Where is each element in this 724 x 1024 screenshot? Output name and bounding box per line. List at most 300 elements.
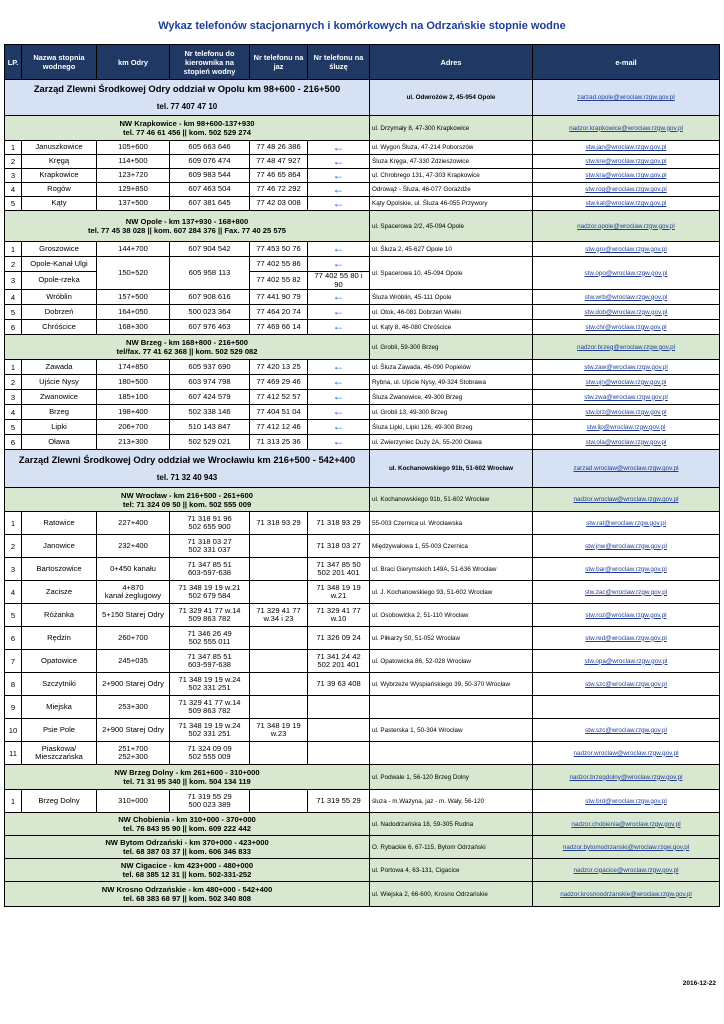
group-title-text: NW Krosno Odrzańskie - km 480+000 - 542+400 bbox=[101, 885, 273, 895]
group-address: ul. Drzymały 8, 47-300 Krapkowice bbox=[370, 116, 533, 141]
cell-email[interactable]: stw.kra@wroclaw.rzgw.gov.pl bbox=[533, 169, 720, 183]
cell-lock: 77 404 51 04 bbox=[250, 405, 308, 420]
arrow-left-icon: ← bbox=[332, 374, 345, 389]
cell-lp: 2 bbox=[5, 155, 22, 169]
cell-email[interactable]: stw.opa@wroclaw.rzgw.gov.pl bbox=[533, 650, 720, 673]
cell-lock bbox=[250, 650, 308, 673]
cell-manager: 603 974 798 bbox=[170, 375, 250, 390]
arrow-left-icon: ← bbox=[332, 154, 345, 168]
cell-manager: 609 076 474 bbox=[170, 155, 250, 169]
cell-km: 180+500 bbox=[97, 375, 170, 390]
group-phone: tel. 76 843 95 90 || kom. 609 222 442 bbox=[123, 824, 251, 834]
cell-email[interactable]: stw.kat@wroclaw.rzgw.gov.pl bbox=[533, 197, 720, 211]
nw-header-row bbox=[5, 882, 720, 907]
cell-address: ul. Chrobrego 131, 47-303 Krapkowice bbox=[370, 169, 533, 183]
cell-address: 55-003 Czernica ul. Wrocławska bbox=[370, 512, 533, 535]
cell-lp: 5 bbox=[5, 604, 22, 627]
cell-sluice bbox=[308, 405, 370, 420]
group-title-text: NW Wrocław - km 216+500 - 261+600 bbox=[121, 490, 253, 500]
group-address: ul. Portowa 4, 63-131, Cigacice bbox=[370, 859, 533, 882]
arrow-left-icon: ← bbox=[332, 140, 345, 154]
cell-email[interactable]: nadzor.wroclaw@wroclaw.rzgw.gov.pl bbox=[533, 742, 720, 765]
cell-email[interactable]: stw.opo@wroclaw.rzgw.gov.pl bbox=[533, 257, 720, 290]
cell-address: ul. Grobli 13, 49-300 Brzeg bbox=[370, 405, 533, 420]
table-row bbox=[5, 141, 720, 155]
cell-lock: 77 412 52 57 bbox=[250, 390, 308, 405]
cell-address: ul. Otok, 46-081 Dobrzeń Wielki bbox=[370, 305, 533, 320]
arrow-left-icon: ← bbox=[332, 182, 345, 196]
cell-lock: 77 469 29 46 bbox=[250, 375, 308, 390]
group-address: ul. Kochanowskiego 91b, 51-602 Wrocław bbox=[370, 450, 533, 488]
cell-km: 232+400 bbox=[97, 535, 170, 558]
cell-name: Zwanowice bbox=[22, 390, 97, 405]
cell-manager: 71 318 91 96 502 655 900 bbox=[170, 512, 250, 535]
group-title bbox=[5, 488, 370, 512]
cell-name: Janowice bbox=[22, 535, 97, 558]
cell-name: Rogów bbox=[22, 183, 97, 197]
cell-email[interactable]: stw.ola@wroclaw.rzgw.gov.pl bbox=[533, 435, 720, 450]
cell-email[interactable]: stw.zwa@wroclaw.rzgw.gov.pl bbox=[533, 390, 720, 405]
cell-name: Oława bbox=[22, 435, 97, 450]
cell-sluice bbox=[308, 420, 370, 435]
cell-email[interactable]: stw.szc@wroclaw.rzgw.gov.pl bbox=[533, 673, 720, 696]
group-title-text: Zarząd Zlewni Środkowej Odry oddział we Wrocławiu km 216+500 - 542+400 bbox=[18, 453, 356, 465]
cell-email[interactable]: stw.zaw@wroclaw.rzgw.gov.pl bbox=[533, 360, 720, 375]
cell-address: ul. Pasterska 1, 50-304 Wrocław bbox=[370, 719, 533, 742]
cell-address bbox=[370, 696, 533, 719]
cell-email[interactable]: stw.brd@wroclaw.rzgw.gov.pl bbox=[533, 790, 720, 813]
cell-sluice bbox=[308, 742, 370, 765]
header-km: km Odry bbox=[97, 45, 170, 80]
cell-lock: 71 318 93 29 bbox=[250, 512, 308, 535]
cell-email[interactable]: stw.szc@wroclaw.rzgw.gov.pl bbox=[533, 719, 720, 742]
cell-name: Wróblin bbox=[22, 290, 97, 305]
cell-lock: 77 469 66 14 bbox=[250, 320, 308, 335]
group-title-text: NW Krapkowice - km 98+600-137+930 bbox=[119, 119, 255, 128]
cell-km: 206+700 bbox=[97, 420, 170, 435]
header-sluice: Nr telefonu na śluzę bbox=[308, 45, 370, 80]
cell-address: Odrowąż - Śluza, 46-077 Gorażdże bbox=[370, 183, 533, 197]
nw-header-row bbox=[5, 836, 720, 859]
header-address: Adres bbox=[370, 45, 533, 80]
cell-sluice bbox=[308, 242, 370, 257]
group-address: ul. Spacerowa 2/2, 45-094 Opole bbox=[370, 211, 533, 242]
cell-name: Brzeg bbox=[22, 405, 97, 420]
cell-lock bbox=[250, 696, 308, 719]
cell-km: 5+150 Starej Odry bbox=[97, 604, 170, 627]
cell-address bbox=[370, 742, 533, 765]
cell-lock: 77 402 55 86 bbox=[250, 257, 308, 272]
cell-sluice: 71 347 85 50 502 201 401 bbox=[308, 558, 370, 581]
cell-name: Zawada bbox=[22, 360, 97, 375]
cell-manager: 609 983 544 bbox=[170, 169, 250, 183]
cell-lp: 6 bbox=[5, 320, 22, 335]
nw-header-row bbox=[5, 859, 720, 882]
cell-lp: 6 bbox=[5, 627, 22, 650]
nw-header-row bbox=[5, 813, 720, 836]
cell-name: Lipki bbox=[22, 420, 97, 435]
cell-lp: 5 bbox=[5, 420, 22, 435]
cell-lp: 3 bbox=[5, 558, 22, 581]
cell-address: Śluza Lipki, Lipki 126, 49-300 Brzeg bbox=[370, 420, 533, 435]
office-header-row bbox=[5, 450, 720, 488]
cell-sluice bbox=[308, 257, 370, 272]
group-title bbox=[5, 859, 370, 882]
cell-km: 129+850 bbox=[97, 183, 170, 197]
cell-sluice bbox=[308, 320, 370, 335]
cell-lp: 1 bbox=[5, 512, 22, 535]
cell-lock bbox=[250, 627, 308, 650]
cell-lp: 2 bbox=[5, 257, 22, 272]
group-address: O. Rybackie 6, 67-115, Bytom Odrzański bbox=[370, 836, 533, 859]
header-lock: Nr telefonu na jaz bbox=[250, 45, 308, 80]
cell-name: Miejska bbox=[22, 696, 97, 719]
cell-manager: 510 143 847 bbox=[170, 420, 250, 435]
cell-manager: 71 346 26 49 502 555 011 bbox=[170, 627, 250, 650]
cell-lp: 1 bbox=[5, 790, 22, 813]
cell-email[interactable]: stw.lip@wroclaw.rzgw.gov.pl bbox=[533, 420, 720, 435]
cell-email[interactable]: stw.kre@wroclaw.rzgw.gov.pl bbox=[533, 155, 720, 169]
cell-km: 213+300 bbox=[97, 435, 170, 450]
cell-name: Kąty bbox=[22, 197, 97, 211]
cell-name: Chróścice bbox=[22, 320, 97, 335]
cell-email[interactable]: stw.zac@wroclaw.rzgw.gov.pl bbox=[533, 581, 720, 604]
cell-address: ul. Śluza 2, 45-627 Opole 10 bbox=[370, 242, 533, 257]
cell-manager: 71 348 19 19 w.21 502 679 584 bbox=[170, 581, 250, 604]
group-phone: tel/fax. 77 41 62 368 || kom. 502 529 082 bbox=[116, 347, 258, 357]
table-row bbox=[5, 360, 720, 375]
cell-address: ul. Spacerowa 10, 45-094 Opole bbox=[370, 257, 533, 290]
cell-lp: 5 bbox=[5, 197, 22, 211]
cell-lp: 3 bbox=[5, 169, 22, 183]
arrow-left-icon: ← bbox=[332, 289, 345, 304]
cell-lp: 3 bbox=[5, 390, 22, 405]
group-email[interactable]: nadzor.krosnoodrzanskie@wroclaw.rzgw.gov.pl bbox=[533, 882, 720, 907]
cell-lock: 77 48 47 927 bbox=[250, 155, 308, 169]
cell-sluice bbox=[308, 696, 370, 719]
cell-manager: 71 329 41 77 w.14 509 863 782 bbox=[170, 604, 250, 627]
cell-email[interactable]: stw.chr@wroclaw.rzgw.gov.pl bbox=[533, 320, 720, 335]
cell-address: ul. Wybrzeże Wyspiańskiego 39, 50-370 Wrocław bbox=[370, 673, 533, 696]
group-title bbox=[5, 211, 370, 242]
cell-address: Kąty Opolskie, ul. Śluza 46-055 Przywory bbox=[370, 197, 533, 211]
group-email[interactable]: nadzor.wroclaw@wroclaw.rzgw.gov.pl bbox=[533, 488, 720, 512]
group-title bbox=[5, 882, 370, 907]
arrow-left-icon: ← bbox=[332, 389, 345, 404]
cell-lp: 10 bbox=[5, 719, 22, 742]
header-manager: Nr telefonu do kierownika na stopień wodny bbox=[170, 45, 250, 80]
cell-lock: 77 464 20 74 bbox=[250, 305, 308, 320]
group-phone: tel. 68 387 03 37 || kom. 606 346 833 bbox=[123, 847, 251, 857]
cell-name: Ujście Nysy bbox=[22, 375, 97, 390]
cell-sluice: 71 329 41 77 w.10 bbox=[308, 604, 370, 627]
group-address: ul. Kochanowskiego 91b, 51-602 Wrocław bbox=[370, 488, 533, 512]
group-email[interactable]: nadzor.cigacice@wroclaw.rzgw.gov.pl bbox=[533, 859, 720, 882]
cell-lock bbox=[250, 790, 308, 813]
cell-manager: 607 381 645 bbox=[170, 197, 250, 211]
cell-lock bbox=[250, 558, 308, 581]
cell-sluice bbox=[308, 141, 370, 155]
cell-lp: 1 bbox=[5, 141, 22, 155]
group-title bbox=[5, 450, 370, 488]
cell-lp: 6 bbox=[5, 435, 22, 450]
cell-manager: 502 338 146 bbox=[170, 405, 250, 420]
cell-lock: 77 48 26 386 bbox=[250, 141, 308, 155]
cell-km: 2+900 Starej Odry bbox=[97, 719, 170, 742]
phone-directory-table bbox=[4, 44, 720, 907]
cell-lock: 71 313 25 36 bbox=[250, 435, 308, 450]
table-row bbox=[5, 742, 720, 765]
cell-lp: 3 bbox=[5, 272, 22, 290]
cell-name: Dobrzeń bbox=[22, 305, 97, 320]
cell-km: 0+450 kanału bbox=[97, 558, 170, 581]
cell-sluice: 71 39 63 408 bbox=[308, 673, 370, 696]
cell-lp: 1 bbox=[5, 242, 22, 257]
cell-address: ul. Osobowicka 2, 51-110 Wrocław bbox=[370, 604, 533, 627]
arrow-left-icon: ← bbox=[332, 241, 345, 255]
cell-email[interactable]: stw.dob@wroclaw.rzgw.gov.pl bbox=[533, 305, 720, 320]
group-phone: tel: 71 324 09 50 || kom. 502 555 009 bbox=[122, 499, 252, 509]
cell-email[interactable]: stw.brz@wroclaw.rzgw.gov.pl bbox=[533, 405, 720, 420]
group-email[interactable]: nadzor.chobienia@wroclaw.rzgw.gov.pl bbox=[533, 813, 720, 836]
cell-sluice bbox=[308, 183, 370, 197]
cell-lp: 4 bbox=[5, 405, 22, 420]
cell-lp: 1 bbox=[5, 360, 22, 375]
group-email[interactable]: nadzor.bytomodrzanski@wroclaw.rzgw.gov.pl bbox=[533, 836, 720, 859]
cell-manager: 71 347 85 51 603-597-638 bbox=[170, 558, 250, 581]
header-email: e-mail bbox=[533, 45, 720, 80]
table-row bbox=[5, 183, 720, 197]
nw-header-row bbox=[5, 335, 720, 360]
cell-email[interactable]: stw.rat@wroclaw.rzgw.gov.pl bbox=[533, 512, 720, 535]
cell-sluice bbox=[308, 435, 370, 450]
arrow-left-icon: ← bbox=[332, 359, 345, 374]
cell-lock: 77 412 12 46 bbox=[250, 420, 308, 435]
cell-lp: 4 bbox=[5, 581, 22, 604]
cell-km: 105+600 bbox=[97, 141, 170, 155]
cell-sluice bbox=[308, 390, 370, 405]
cell-email[interactable]: stw.roz@wroclaw.rzgw.gov.pl bbox=[533, 604, 720, 627]
cell-lock bbox=[250, 673, 308, 696]
table-row bbox=[5, 390, 720, 405]
cell-km: 114+500 bbox=[97, 155, 170, 169]
cell-address: Rybna, ul. Ujście Nysy, 49-324 Stobrawa bbox=[370, 375, 533, 390]
group-title bbox=[5, 116, 370, 141]
group-title bbox=[5, 80, 370, 116]
cell-name: Psie Pole bbox=[22, 719, 97, 742]
cell-lock: 77 42 03 008 bbox=[250, 197, 308, 211]
cell-name: Opatowice bbox=[22, 650, 97, 673]
table-row bbox=[5, 435, 720, 450]
cell-sluice bbox=[308, 290, 370, 305]
table-row bbox=[5, 155, 720, 169]
arrow-left-icon: ← bbox=[332, 404, 345, 419]
cell-address: ul. J. Kochanowskiego 93, 51-602 Wrocław bbox=[370, 581, 533, 604]
table-row bbox=[5, 627, 720, 650]
group-title-text: NW Opole - km 137+930 - 168+800 bbox=[125, 217, 249, 226]
table-row bbox=[5, 169, 720, 183]
cell-address: ul. Śluza Zawada, 46-090 Popielów bbox=[370, 360, 533, 375]
cell-lp: 8 bbox=[5, 673, 22, 696]
table-row bbox=[5, 375, 720, 390]
cell-name: Brzeg Dolny bbox=[22, 790, 97, 813]
group-phone: tel. 68 385 12 31 || kom. 502-331-252 bbox=[122, 870, 252, 880]
cell-sluice bbox=[308, 360, 370, 375]
cell-sluice: 77 402 55 80 i 90 bbox=[308, 272, 370, 290]
cell-email[interactable]: stw.red@wroclaw.rzgw.gov.pl bbox=[533, 627, 720, 650]
cell-lp: 11 bbox=[5, 742, 22, 765]
cell-lock: 77 402 55 82 bbox=[250, 272, 308, 290]
cell-manager: 500 023 364 bbox=[170, 305, 250, 320]
cell-manager: 71 348 19 19 w.24 502 331 251 bbox=[170, 673, 250, 696]
table-row bbox=[5, 420, 720, 435]
group-email[interactable]: nadzor.brzeg@wroclaw.rzgw.gov.pl bbox=[533, 335, 720, 360]
cell-address: śluza - m.Ważyna, jaz - m. Wały, 56-120 bbox=[370, 790, 533, 813]
group-email[interactable]: zarzad.opole@wroclaw.rzgw.gov.pl bbox=[533, 80, 720, 116]
table-row bbox=[5, 257, 720, 272]
cell-manager: 607 908 616 bbox=[170, 290, 250, 305]
cell-name: Piaskowa/ Mieszczańska bbox=[22, 742, 97, 765]
cell-lp: 5 bbox=[5, 305, 22, 320]
table-row bbox=[5, 719, 720, 742]
cell-lock: 77 453 50 76 bbox=[250, 242, 308, 257]
office-header-row bbox=[5, 80, 720, 116]
group-email[interactable]: zarzad.wroclaw@wroclaw.rzgw.gov.pl bbox=[533, 450, 720, 488]
table-row bbox=[5, 604, 720, 627]
group-phone: tel. 77 45 38 028 || kom. 607 284 376 || Fax. 77 40 25 575 bbox=[87, 226, 287, 235]
cell-lock bbox=[250, 535, 308, 558]
document-date: 2016-12-22 bbox=[682, 980, 716, 987]
cell-email[interactable]: stw.bar@wroclaw.rzgw.gov.pl bbox=[533, 558, 720, 581]
group-title-text: Zarząd Zlewni Środkowej Odry oddział w Opolu km 98+600 - 216+500 bbox=[33, 82, 341, 94]
group-address: ul. Grobli, 59-300 Brzeg bbox=[370, 335, 533, 360]
cell-email[interactable]: stw.jnw@wroclaw.rzgw.gov.pl bbox=[533, 535, 720, 558]
header-lp: LP. bbox=[5, 45, 22, 80]
cell-km: 2+900 Starej Odry bbox=[97, 673, 170, 696]
group-title bbox=[5, 765, 370, 790]
cell-km: 260+700 bbox=[97, 627, 170, 650]
cell-address: ul. Piłkarzy 50, 51-052 Wrocław bbox=[370, 627, 533, 650]
cell-name: Rędzin bbox=[22, 627, 97, 650]
cell-name: Kręgą bbox=[22, 155, 97, 169]
page-title: Wykaz telefonów stacjonarnych i komórkowych na Odrzańskie stopnie wodne bbox=[158, 20, 566, 32]
header-name: Nazwa stopnia wodnego bbox=[22, 45, 97, 80]
cell-sluice bbox=[308, 197, 370, 211]
group-address: ul. Odwrożów 2, 45-954 Opole bbox=[370, 80, 533, 116]
group-phone: tel. 77 407 47 10 bbox=[156, 101, 218, 111]
cell-name: Groszowice bbox=[22, 242, 97, 257]
cell-km: 157+500 bbox=[97, 290, 170, 305]
cell-address: Śluza Zwanowice, 49-300 Brzeg bbox=[370, 390, 533, 405]
group-phone: tel. 71 31 95 340 || kom. 504 134 119 bbox=[123, 777, 251, 787]
cell-manager: 71 324 09 09 502 555 009 bbox=[170, 742, 250, 765]
arrow-left-icon: ← bbox=[332, 256, 345, 270]
group-email[interactable]: nadzor.opole@wroclaw.rzgw.gov.pl bbox=[533, 211, 720, 242]
arrow-left-icon: ← bbox=[332, 319, 345, 334]
cell-manager: 605 663 646 bbox=[170, 141, 250, 155]
cell-manager: 502 529 021 bbox=[170, 435, 250, 450]
cell-email[interactable]: stw.jan@wroclaw.rzgw.gov.pl bbox=[533, 141, 720, 155]
group-title bbox=[5, 836, 370, 859]
cell-km: 198+400 bbox=[97, 405, 170, 420]
group-email[interactable]: nadzor.krapkowice@wroclaw.rzgw.gov.pl bbox=[533, 116, 720, 141]
cell-manager: 71 348 19 19 w.24 502 331 251 bbox=[170, 719, 250, 742]
cell-lp: 4 bbox=[5, 290, 22, 305]
group-email[interactable]: nadzor.brzegdolny@wroclaw.rzgw.gov.pl bbox=[533, 765, 720, 790]
cell-sluice bbox=[308, 375, 370, 390]
group-title-text: NW Brzeg - km 168+800 - 216+500 bbox=[126, 338, 248, 348]
cell-email[interactable]: stw.wrb@wroclaw.rzgw.gov.pl bbox=[533, 290, 720, 305]
cell-address: Międzywałowa 1, 55-003 Czernica bbox=[370, 535, 533, 558]
group-phone: tel. 77 46 61 456 || kom. 502 529 274 bbox=[123, 128, 251, 137]
cell-km: 245+035 bbox=[97, 650, 170, 673]
cell-address: ul. Braci Gierymskich 149A, 51-636 Wrocław bbox=[370, 558, 533, 581]
cell-lock bbox=[250, 581, 308, 604]
cell-address: ul. Opatowicka 86, 52-028 Wrocław bbox=[370, 650, 533, 673]
group-title bbox=[5, 335, 370, 360]
nw-header-row bbox=[5, 116, 720, 141]
cell-address: Śluza Kręga, 47-330 Zdzieszowice bbox=[370, 155, 533, 169]
cell-name: Zacisze bbox=[22, 581, 97, 604]
cell-email[interactable] bbox=[533, 696, 720, 719]
cell-name: Ratowice bbox=[22, 512, 97, 535]
cell-lp: 4 bbox=[5, 183, 22, 197]
cell-sluice bbox=[308, 169, 370, 183]
cell-email[interactable]: stw.gro@wroclaw.rzgw.gov.pl bbox=[533, 242, 720, 257]
cell-km: 150+520 bbox=[97, 257, 170, 290]
cell-sluice: 71 318 93 29 bbox=[308, 512, 370, 535]
cell-email[interactable]: stw.rog@wroclaw.rzgw.gov.pl bbox=[533, 183, 720, 197]
nw-header-row bbox=[5, 211, 720, 242]
nw-header-row bbox=[5, 488, 720, 512]
table-row bbox=[5, 512, 720, 535]
table-row bbox=[5, 696, 720, 719]
table-row bbox=[5, 197, 720, 211]
cell-address: ul. Wygon Śluza, 47-214 Poborszów bbox=[370, 141, 533, 155]
cell-lock: 77 46 65 864 bbox=[250, 169, 308, 183]
table-row bbox=[5, 290, 720, 305]
cell-name: Opole-Kanał Ulgi bbox=[22, 257, 97, 272]
cell-km: 310+000 bbox=[97, 790, 170, 813]
table-row bbox=[5, 673, 720, 696]
cell-manager: 607 424 579 bbox=[170, 390, 250, 405]
cell-km: 174+850 bbox=[97, 360, 170, 375]
cell-manager: 71 319 55 29 500 023 389 bbox=[170, 790, 250, 813]
cell-sluice: 71 348 19 19 w.21 bbox=[308, 581, 370, 604]
table-row bbox=[5, 305, 720, 320]
cell-manager: 71 318 03 27 502 331 037 bbox=[170, 535, 250, 558]
header-row bbox=[5, 45, 720, 80]
cell-sluice: 71 318 03 27 bbox=[308, 535, 370, 558]
cell-sluice bbox=[308, 305, 370, 320]
cell-km: 251+700 252+300 bbox=[97, 742, 170, 765]
cell-address: Śluza Wróblin, 45-111 Opole bbox=[370, 290, 533, 305]
cell-sluice: 71 341 24 42 502 201 401 bbox=[308, 650, 370, 673]
arrow-left-icon: ← bbox=[332, 304, 345, 319]
cell-email[interactable]: stw.ujn@wroclaw.rzgw.gov.pl bbox=[533, 375, 720, 390]
table-row bbox=[5, 790, 720, 813]
arrow-left-icon: ← bbox=[332, 419, 345, 434]
group-title-text: NW Chobienia - km 310+000 - 370+000 bbox=[118, 815, 256, 825]
cell-name: Krapkowice bbox=[22, 169, 97, 183]
nw-header-row bbox=[5, 765, 720, 790]
cell-km: 168+300 bbox=[97, 320, 170, 335]
cell-lp: 2 bbox=[5, 535, 22, 558]
cell-name: Opole-rzeka bbox=[22, 272, 97, 290]
cell-sluice: 71 326 09 24 bbox=[308, 627, 370, 650]
cell-sluice bbox=[308, 155, 370, 169]
cell-manager: 607 904 542 bbox=[170, 242, 250, 257]
